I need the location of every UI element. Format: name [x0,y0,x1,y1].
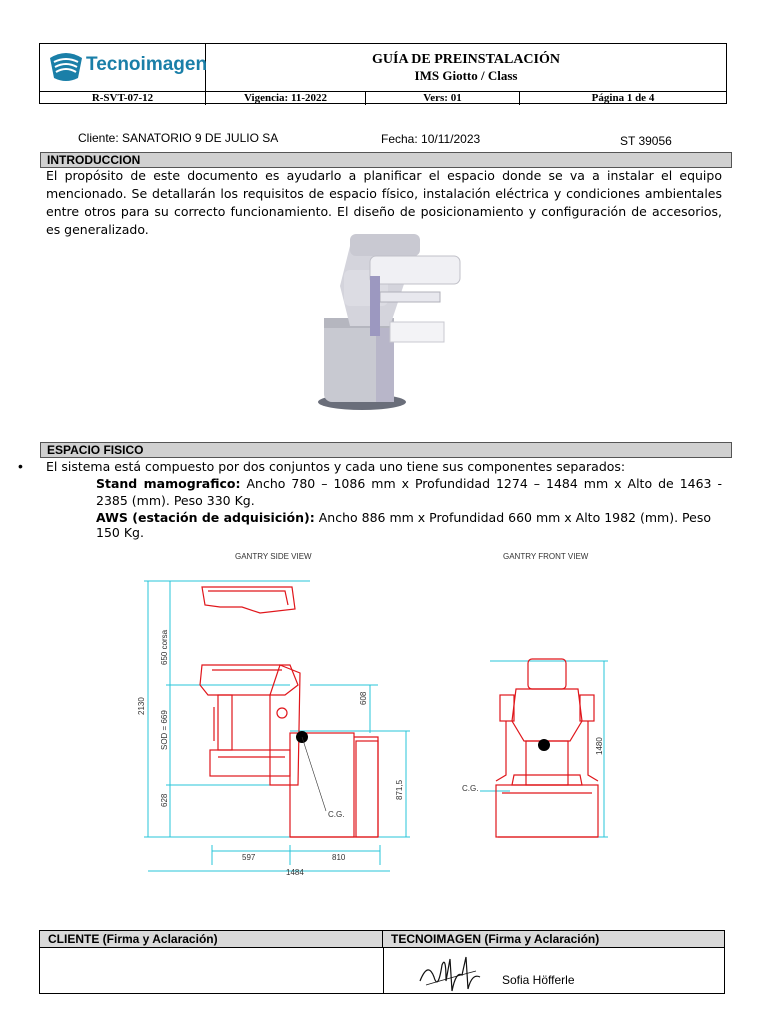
bullet-icon: • [18,458,23,474]
side-dimension-lines [144,581,410,871]
document-date: Fecha: 10/11/2023 [381,132,481,146]
gantry-technical-drawing [130,545,620,885]
signature-divider [383,948,384,993]
dim-628: 628 [160,793,169,807]
dim-871: 871,5 [395,779,404,800]
space-bullet-text: El sistema está compuesto por dos conjuntos y cada uno tiene sus componentes separados: [46,459,626,474]
mammography-unit-image [310,226,470,416]
dim-1484: 1484 [286,868,304,877]
dim-sod: SOD = 669 [160,710,169,750]
signature-table [39,930,725,994]
tecnoimagen-logo-icon [48,50,84,84]
client-name: Cliente: SANATORIO 9 DE JULIO SA [78,131,279,145]
intro-heading: INTRODUCCION [40,152,732,168]
space-heading: ESPACIO FISICO [40,442,732,458]
stand-spec [96,475,722,509]
header-info-row [40,91,726,105]
dim-608: 608 [359,691,368,705]
dim-2130: 2130 [137,697,146,715]
dim-810: 810 [332,853,346,862]
title-cell [206,44,726,91]
dim-650: 650 corsa [160,629,169,665]
dim-597: 597 [242,853,256,862]
aws-text: Ancho 886 mm x Profundidad 660 mm x Alto 1982 (mm). Peso 150 Kg. [96,510,711,540]
front-cg-marker-icon [538,739,550,751]
side-view-title: GANTRY SIDE VIEW [235,552,312,561]
cg-label-side: C.G. [328,810,345,819]
logo-text: Tecnoimagen [86,54,208,75]
doc-code: R-SVT-07-12 [40,92,206,105]
logo-cell [40,44,206,91]
aws-label: AWS (estación de adquisición): [96,510,315,525]
dim-1480: 1480 [595,737,604,755]
doc-page: Página 1 de 4 [591,92,655,104]
cg-label-front: C.G. [462,784,479,793]
side-view-gantry [200,587,378,837]
intro-text: El propósito de este documento es ayudarlo a planificar el espacio donde se va a instalar el equipo mencionado. Se detallarán los requisitos de espacio físico, instalación eléctrica y condiciones ambientales entre otros para su correcto funcionamiento. El diseño de posicionamiento y configuración de accesorios, es generalizado. [46,168,722,237]
stand-label: Stand mamografico: [96,476,241,491]
company-signature-header: TECNOIMAGEN (Firma y Aclaración) [383,931,724,948]
aws-spec [96,510,722,540]
doc-subtitle: IMS Giotto / Class [414,68,518,83]
signer-name: Sofia Höfferle [502,973,575,987]
doc-version: Vers: 01 [366,92,520,105]
handwritten-signature-icon [416,951,486,995]
doc-title: GUÍA DE PREINSTALACIÓN [372,52,560,67]
stand-text: Ancho 780 – 1086 mm x Profundidad 1274 – 1484 mm x Alto de 1463 - 2385 (mm). Peso 330 Kg. [96,476,722,508]
document-header [39,43,727,104]
doc-validity: Vigencia: 11-2022 [206,92,366,105]
client-signature-header: CLIENTE (Firma y Aclaración) [40,931,383,948]
service-ticket: ST 39056 [620,134,672,148]
front-view-title: GANTRY FRONT VIEW [503,552,589,561]
